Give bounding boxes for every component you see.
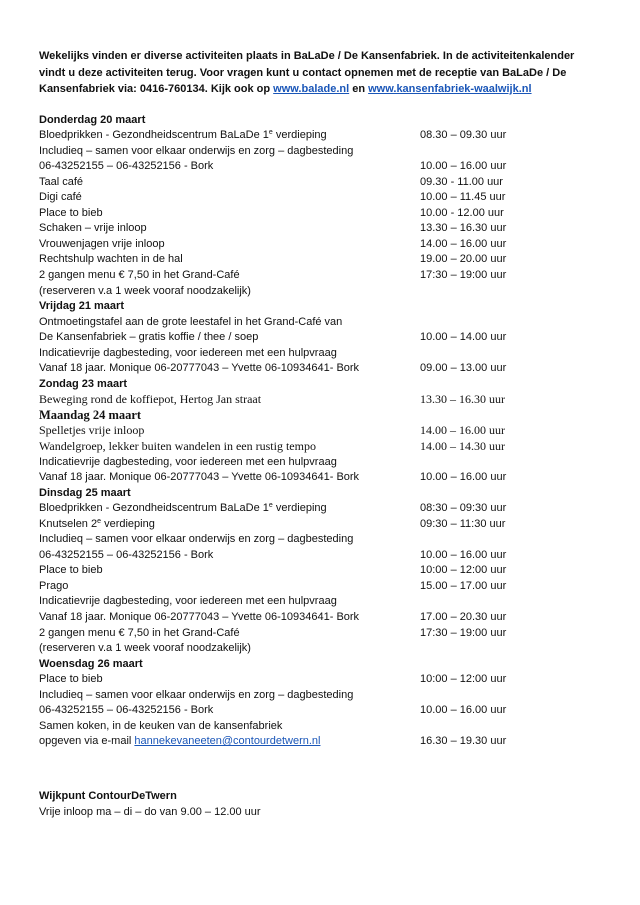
schedule-row (39, 128, 599, 144)
activity-cell (39, 144, 353, 160)
activity-cell (39, 346, 337, 362)
schedule-row (39, 703, 599, 719)
activity-text: 06-43252155 – 06-43252156 - Bork (39, 160, 214, 173)
schedule-row (39, 579, 599, 595)
time-cell: 10.00 – 14.00 uur (420, 331, 507, 344)
day-heading-text: Zondag 23 maart (39, 377, 128, 390)
activity-cell (39, 315, 342, 331)
activity-text: Ontmoetingstafel aan de grote leestafel in het Grand-Café van (39, 315, 343, 328)
activity-cell (39, 206, 103, 222)
activity-calendar-page (39, 48, 599, 820)
activity-text: Place to bieb (39, 564, 103, 577)
activity-text: Vanaf 18 jaar. Monique 06-20777043 – Yvette 06-10934641- Bork (39, 362, 360, 375)
schedule-row (39, 330, 599, 346)
activity-cell (39, 672, 103, 688)
schedule-row (39, 175, 599, 191)
activity-text: opgeven via e-mail (39, 735, 135, 748)
time-cell: 13.30 – 16.30 uur (420, 392, 505, 407)
schedule-row (39, 237, 599, 253)
activity-text: Place to bieb (39, 673, 103, 686)
time-cell: 19.00 – 20.00 uur (420, 253, 507, 266)
time-cell: 17:30 – 19:00 uur (420, 268, 507, 281)
activity-cell (39, 284, 251, 300)
schedule-row (39, 144, 599, 160)
time-cell: 14.00 – 16.00 uur (420, 237, 507, 250)
time-cell: 10.00 – 16.00 uur (420, 704, 507, 717)
activity-cell (39, 361, 359, 377)
schedule-row (39, 455, 599, 471)
schedule-row (39, 734, 599, 750)
activity-text: Knutselen 2 (39, 517, 98, 530)
activity-text: 2 gangen menu € 7,50 in het Grand-Café (39, 626, 240, 639)
activity-text: Digi café (39, 191, 82, 204)
schedule-row (39, 268, 599, 284)
schedule-row (39, 470, 599, 486)
schedule-row (39, 315, 599, 331)
time-cell: 09.30 - 11.00 uur (420, 175, 503, 188)
activity-cell (39, 688, 353, 704)
schedule-row (39, 501, 599, 517)
activity-cell (39, 517, 155, 533)
schedule-row (39, 284, 599, 300)
time-cell: 13.30 – 16.30 uur (420, 222, 507, 235)
time-cell: 10.00 – 16.00 uur (420, 160, 507, 173)
schedule-row (39, 641, 599, 657)
day-heading-text: Vrijdag 21 maart (39, 300, 124, 313)
activity-text: (reserveren v.a 1 week vooraf noodzakelijk) (39, 642, 251, 655)
activity-text: Schaken – vrije inloop (39, 222, 147, 235)
footer-title: Wijkpunt ContourDeTwern (39, 789, 177, 802)
ordinal-suffix: e (268, 502, 273, 510)
time-cell: 10.00 – 16.00 uur (420, 548, 507, 561)
schedule-row (39, 221, 599, 237)
schedule-row (39, 361, 599, 377)
activity-cell (39, 719, 282, 735)
balade-link[interactable]: www.balade.nl (273, 83, 350, 95)
day-heading-text: Dinsdag 25 maart (39, 486, 131, 499)
activity-text: Wandelgroep, lekker buiten wandelen in een rustig tempo (39, 438, 316, 453)
schedule-row (39, 252, 599, 268)
schedule-row (39, 392, 599, 408)
time-cell: 16.30 – 19.30 uur (420, 735, 507, 748)
activity-text-suffix: verdieping (101, 517, 155, 530)
activity-cell (39, 423, 144, 439)
time-cell: 15.00 – 17.00 uur (420, 579, 507, 592)
activity-text: Vanaf 18 jaar. Monique 06-20777043 – Yvette 06-10934641- Bork (39, 611, 360, 623)
schedule-row (39, 190, 599, 206)
activity-cell (39, 501, 327, 517)
activity-text: 06-43252155 – 06-43252156 - Bork (39, 548, 214, 561)
schedule-row (39, 532, 599, 548)
activity-text: Includieq – samen voor elkaar onderwijs en zorg – dagbesteding (39, 688, 354, 701)
day-heading (39, 377, 599, 393)
day-heading-text: Woensdag 26 maart (39, 657, 143, 670)
day-heading-text: Donderdag 20 maart (39, 113, 146, 126)
activity-text: Samen koken, in de keuken van de kansenfabriek (39, 719, 283, 732)
schedule-row (39, 610, 599, 626)
schedule-row (39, 517, 599, 533)
day-heading (39, 657, 599, 673)
schedule-row (39, 563, 599, 579)
activity-cell (39, 237, 165, 253)
activity-text: Indicatievrije dagbesteding, voor iedereen met een hulpvraag (39, 455, 337, 468)
activity-text: Indicatievrije dagbesteding, voor iedereen met een hulpvraag (39, 595, 337, 608)
activity-cell (39, 703, 213, 719)
activity-text-suffix: verdieping (272, 502, 327, 515)
activity-cell (39, 268, 240, 284)
activity-text: Beweging rond de koffiepot, Hertog Jan straat (39, 392, 262, 407)
time-cell: 14.00 – 16.00 uur (420, 423, 505, 438)
time-cell: 10:00 – 12:00 uur (420, 673, 507, 686)
activity-cell (39, 392, 261, 408)
activity-text: Taal café (39, 175, 84, 188)
day-heading (39, 299, 599, 315)
activity-cell (39, 330, 258, 346)
ordinal-suffix: e (268, 129, 273, 137)
intro-and: en (349, 83, 369, 95)
schedule-row (39, 626, 599, 642)
email-link[interactable]: hannekevaneeten@contourdetwern.nl (134, 735, 321, 748)
schedule-row (39, 719, 599, 735)
activity-text: Vrouwenjagen vrije inloop (39, 237, 165, 250)
time-cell: 10.00 – 11.45 uur (420, 191, 506, 204)
schedule-row (39, 206, 599, 222)
day-heading (39, 486, 599, 502)
activity-text: Spelletjes vrije inloop (39, 423, 145, 438)
activity-cell (39, 252, 183, 268)
day-heading-text: Maandag 24 maart (39, 407, 142, 422)
schedule-row (39, 159, 599, 175)
activity-text: Includieq – samen voor elkaar onderwijs en zorg – dagbesteding (39, 533, 354, 546)
activity-cell (39, 563, 103, 579)
schedule-list (39, 113, 599, 750)
activity-cell (39, 548, 213, 564)
activity-cell (39, 175, 83, 191)
activity-text: Indicatievrije dagbesteding, voor iedereen met een hulpvraag (39, 346, 337, 359)
intro-paragraph (39, 48, 599, 98)
intro-text: Wekelijks vinden er diverse activiteiten plaats in BaLaDe / De Kansenfabriek. In de activiteitenkalender vindt u deze activiteiten terug. Voor vragen kunt u contact opnemen met de receptie van BaLaDe / De Kansenfabriek via: 0416-760134. Kijk ook op (39, 50, 575, 95)
activity-text: Place to bieb (39, 206, 103, 219)
activity-cell (39, 734, 320, 750)
schedule-row (39, 423, 599, 439)
activity-cell (39, 128, 327, 144)
activity-text-suffix: verdieping (272, 129, 327, 142)
time-cell: 17:30 – 19:00 uur (420, 626, 507, 639)
activity-text: Bloedprikken - Gezondheidscentrum BaLaDe 1 (39, 129, 269, 142)
schedule-row (39, 594, 599, 610)
activity-cell (39, 190, 82, 206)
footer-opening-hours: Vrije inloop ma – di – do van 9.00 – 12.00 uur (39, 805, 261, 818)
activity-cell (39, 159, 213, 175)
activity-text: 2 gangen menu € 7,50 in het Grand-Café (39, 268, 240, 281)
activity-text: Includieq – samen voor elkaar onderwijs en zorg – dagbesteding (39, 144, 354, 157)
activity-cell (39, 470, 359, 486)
schedule-row (39, 672, 599, 688)
time-cell: 09:30 – 11:30 uur (420, 517, 506, 530)
activity-cell (39, 439, 316, 455)
activity-text: Vanaf 18 jaar. Monique 06-20777043 – Yvette 06-10934641- Bork (39, 471, 360, 484)
ordinal-suffix: e (97, 517, 102, 525)
activity-cell (39, 455, 337, 471)
time-cell: 17.00 – 20.30 uur (420, 611, 507, 623)
time-cell: 10:00 – 12:00 uur (420, 564, 507, 577)
schedule-row (39, 439, 599, 455)
activity-cell (39, 626, 240, 642)
activity-cell (39, 641, 251, 657)
day-heading (39, 113, 599, 129)
activity-cell (39, 532, 353, 548)
day-heading (39, 408, 599, 424)
activity-cell (39, 579, 68, 595)
activity-cell (39, 610, 359, 626)
time-cell: 09.00 – 13.00 uur (420, 362, 507, 375)
activity-text: De Kansenfabriek – gratis koffie / thee / soep (39, 331, 259, 344)
activity-cell (39, 594, 337, 610)
activity-text: Rechtshulp wachten in de hal (39, 253, 183, 266)
activity-text: Prago (39, 579, 69, 592)
activity-text: (reserveren v.a 1 week vooraf noodzakelijk) (39, 284, 251, 297)
kansenfabriek-link[interactable]: www.kansenfabriek-waalwijk.nl (368, 83, 532, 95)
schedule-row (39, 548, 599, 564)
activity-cell (39, 221, 147, 237)
time-cell: 08:30 – 09:30 uur (420, 502, 507, 515)
schedule-row (39, 346, 599, 362)
time-cell: 14.00 – 14.30 uur (420, 438, 505, 453)
activity-text: 06-43252155 – 06-43252156 - Bork (39, 704, 214, 717)
activity-text: Bloedprikken - Gezondheidscentrum BaLaDe 1 (39, 502, 269, 515)
footer (39, 788, 599, 820)
schedule-row (39, 688, 599, 704)
time-cell: 10.00 – 16.00 uur (420, 471, 507, 484)
time-cell: 08.30 – 09.30 uur (420, 129, 507, 142)
time-cell: 10.00 - 12.00 uur (420, 206, 504, 219)
